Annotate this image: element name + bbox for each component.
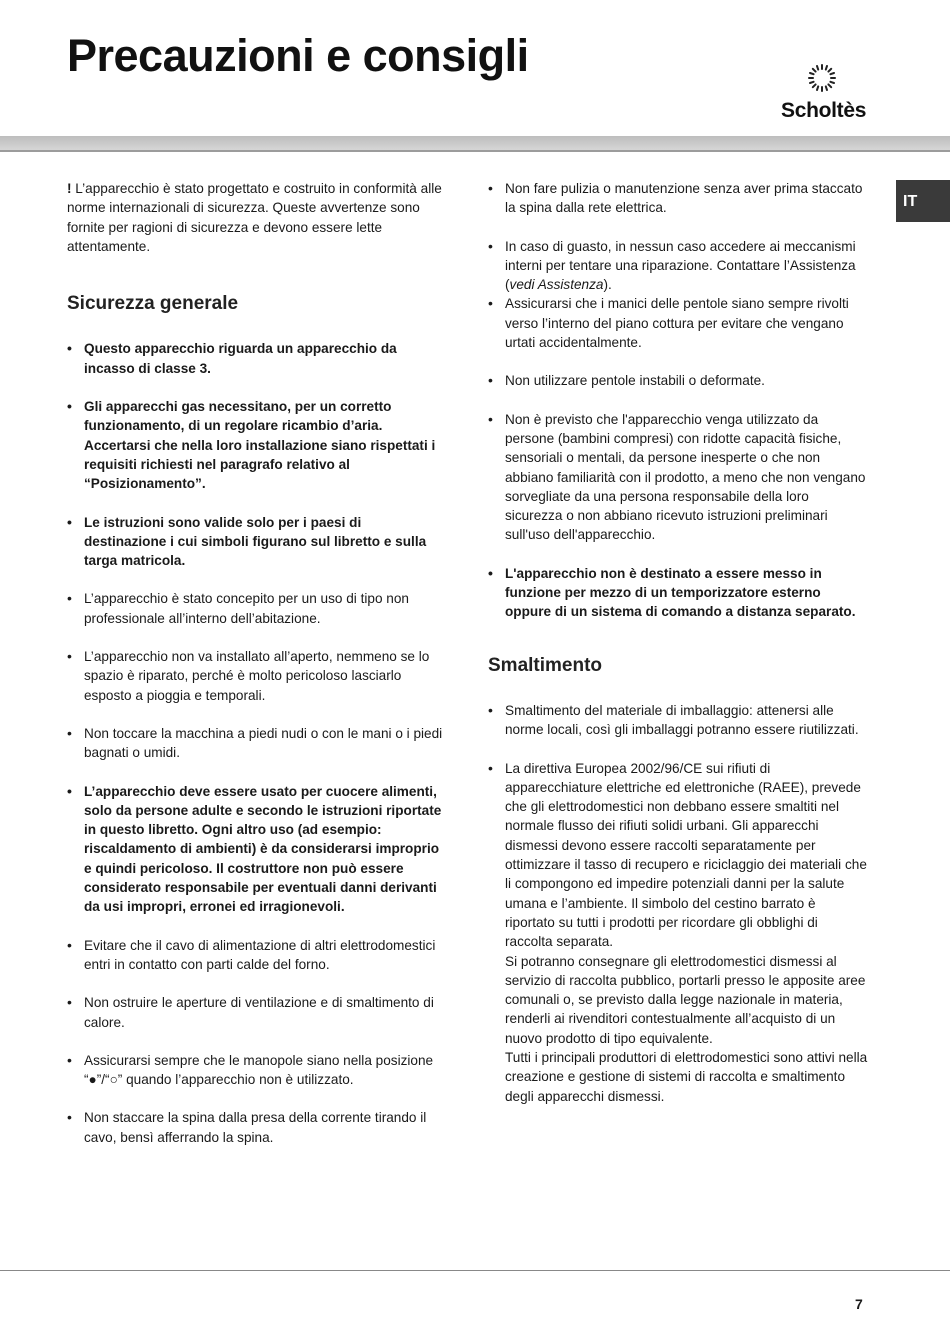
language-label: IT bbox=[903, 193, 918, 210]
header-band bbox=[0, 136, 950, 150]
list-item: • L’apparecchio non va installato all’aperto, nemmeno se lo spazio è riparato, perché è molto pericoloso lasciarlo esposto a pioggia e temporali. bbox=[67, 647, 445, 705]
language-tab bbox=[896, 180, 950, 222]
assistance-text: In caso di guasto, in nessun caso accedere ai meccanismi interni per tentare una riparazione. Contattare l’Assistenza ( bbox=[505, 238, 856, 293]
list-item: • Assicurarsi che i manici delle pentole siano sempre rivolti verso l’interno del piano cottura per evitare che vengano urtati accidentalmente. bbox=[488, 294, 868, 352]
list-item-assistance bbox=[488, 237, 868, 295]
list-item: • L’apparecchio deve essere usato per cuocere alimenti, solo da persone adulte e secondo le istruzioni riportate in questo libretto. Ogni altro uso (ad esempio: riscaldamento di ambienti) è da considerarsi improprio e quindi pericoloso. Il costruttore non può essere considerato responsabile per eventuali danni derivanti da usi impropri, erronei ed irragionevoli. bbox=[67, 782, 445, 917]
disposal-list bbox=[488, 701, 868, 1106]
list-item: • Gli apparecchi gas necessitano, per un corretto funzionamento, di un regolare ricambio d’aria. Accertarsi che nella loro installazione siano rispettati i requisiti richiesti nel paragrafo relativo al “Posizionamento”. bbox=[67, 397, 445, 493]
list-item-weee bbox=[488, 759, 868, 1106]
list-item: • Non toccare la macchina a piedi nudi o con le mani o i piedi bagnati o umidi. bbox=[67, 724, 445, 763]
brand-name: Scholtès bbox=[781, 99, 867, 122]
footer-divider bbox=[0, 1270, 950, 1271]
list-item: • Non è previsto che l'apparecchio venga utilizzato da persone (bambini compresi) con ridotte capacità fisiche, sensoriali o mentali, da persone inesperte o che non abbiano familiarità con il prodotto, a meno che non vengano sorvegliate da una persona responsabile della loro sicurezza o non abbiano ricevuto istruzioni preliminari sull'uso dell'apparecchio. bbox=[488, 410, 868, 545]
page-title: Precauzioni e consigli bbox=[67, 30, 529, 81]
intro-text: L’apparecchio è stato progettato e costruito in conformità alle norme internazionali di sicurezza. Queste avvertenze sono fornite per ragioni di sicurezza e devono essere lette attentamente. bbox=[67, 181, 442, 254]
assistance-link[interactable]: vedi Assistenza bbox=[509, 277, 604, 293]
list-item: • Smaltimento del materiale di imballaggio: attenersi alle norme locali, così gli imballaggi potranno essere riutilizzati. bbox=[488, 701, 868, 740]
intro-paragraph bbox=[67, 179, 445, 256]
weee-paragraph: • La direttiva Europea 2002/96/CE sui rifiuti di apparecchiature elettriche ed elettroniche (RAEE), prevede che gli elettrodomestici non debbano essere smaltiti nel normale flusso dei rifiuti solidi urbani. Gli apparecchi dismessi devono essere raccolti separatamente per ottimizzare il tasso di recupero e riciclaggio dei materiali che li compongono ed impedire potenziali danni per la salute umana e l’ambiente. Il simbolo del cestino barrato è riportato su tutti i prodotti per ricordare gli obblighi di raccolta separata. bbox=[505, 760, 867, 950]
warning-mark: ! bbox=[67, 181, 72, 196]
header-divider bbox=[0, 150, 950, 152]
list-item: • Non ostruire le aperture di ventilazione e di smaltimento di calore. bbox=[67, 993, 445, 1032]
section-title-disposal: Smaltimento bbox=[488, 654, 603, 676]
list-item: • Non staccare la spina dalla presa della corrente tirando il cavo, bensì afferrando la spina. bbox=[67, 1108, 445, 1147]
brand-logo bbox=[772, 56, 872, 126]
assistance-close: ). bbox=[603, 277, 612, 293]
list-item: • L’apparecchio è stato concepito per un uso di tipo non professionale all’interno dell’abitazione. bbox=[67, 589, 445, 628]
list-item: • Non utilizzare pentole instabili o deformate. bbox=[488, 371, 868, 390]
page-number: 7 bbox=[855, 1296, 863, 1312]
list-item: • Questo apparecchio riguarda un apparecchio da incasso di classe 3. bbox=[67, 339, 445, 378]
list-item: • L'apparecchio non è destinato a essere messo in funzione per mezzo di un temporizzatore esterno oppure di un sistema di comando a distanza separato. bbox=[488, 564, 868, 622]
right-column bbox=[488, 179, 868, 1125]
left-column bbox=[67, 179, 445, 1166]
safety-list bbox=[67, 339, 445, 1147]
list-item: • Le istruzioni sono valide solo per i paesi di destinazione i cui simboli figurano sul libretto e sulla targa matricola. bbox=[67, 513, 445, 571]
section-title-safety: Sicurezza generale bbox=[67, 293, 239, 315]
sun-icon bbox=[806, 62, 838, 94]
list-item: • Evitare che il cavo di alimentazione di altri elettrodomestici entri in contatto con parti calde del forno. bbox=[67, 936, 445, 975]
list-item: • Assicurarsi sempre che le manopole siano nella posizione “●”/“○” quando l’apparecchio non è utilizzato. bbox=[67, 1051, 445, 1090]
safety-list-continued bbox=[488, 179, 868, 622]
list-item: • Non fare pulizia o manutenzione senza aver prima staccato la spina dalla rete elettrica. bbox=[488, 179, 868, 218]
producers-paragraph: Tutti i principali produttori di elettrodomestici sono attivi nella creazione e gestione di sistemi di raccolta e smaltimento degli apparecchi dismessi. bbox=[505, 1049, 868, 1104]
collection-paragraph: Si potranno consegnare gli elettrodomestici dismessi al servizio di raccolta pubblico, portarli presso le apposite aree comunali o, se previsto dalla legge nazionale in materia, renderli ai rivenditori contestualmente all’acquisto di un nuovo prodotto di tipo equivalente. bbox=[505, 953, 866, 1046]
